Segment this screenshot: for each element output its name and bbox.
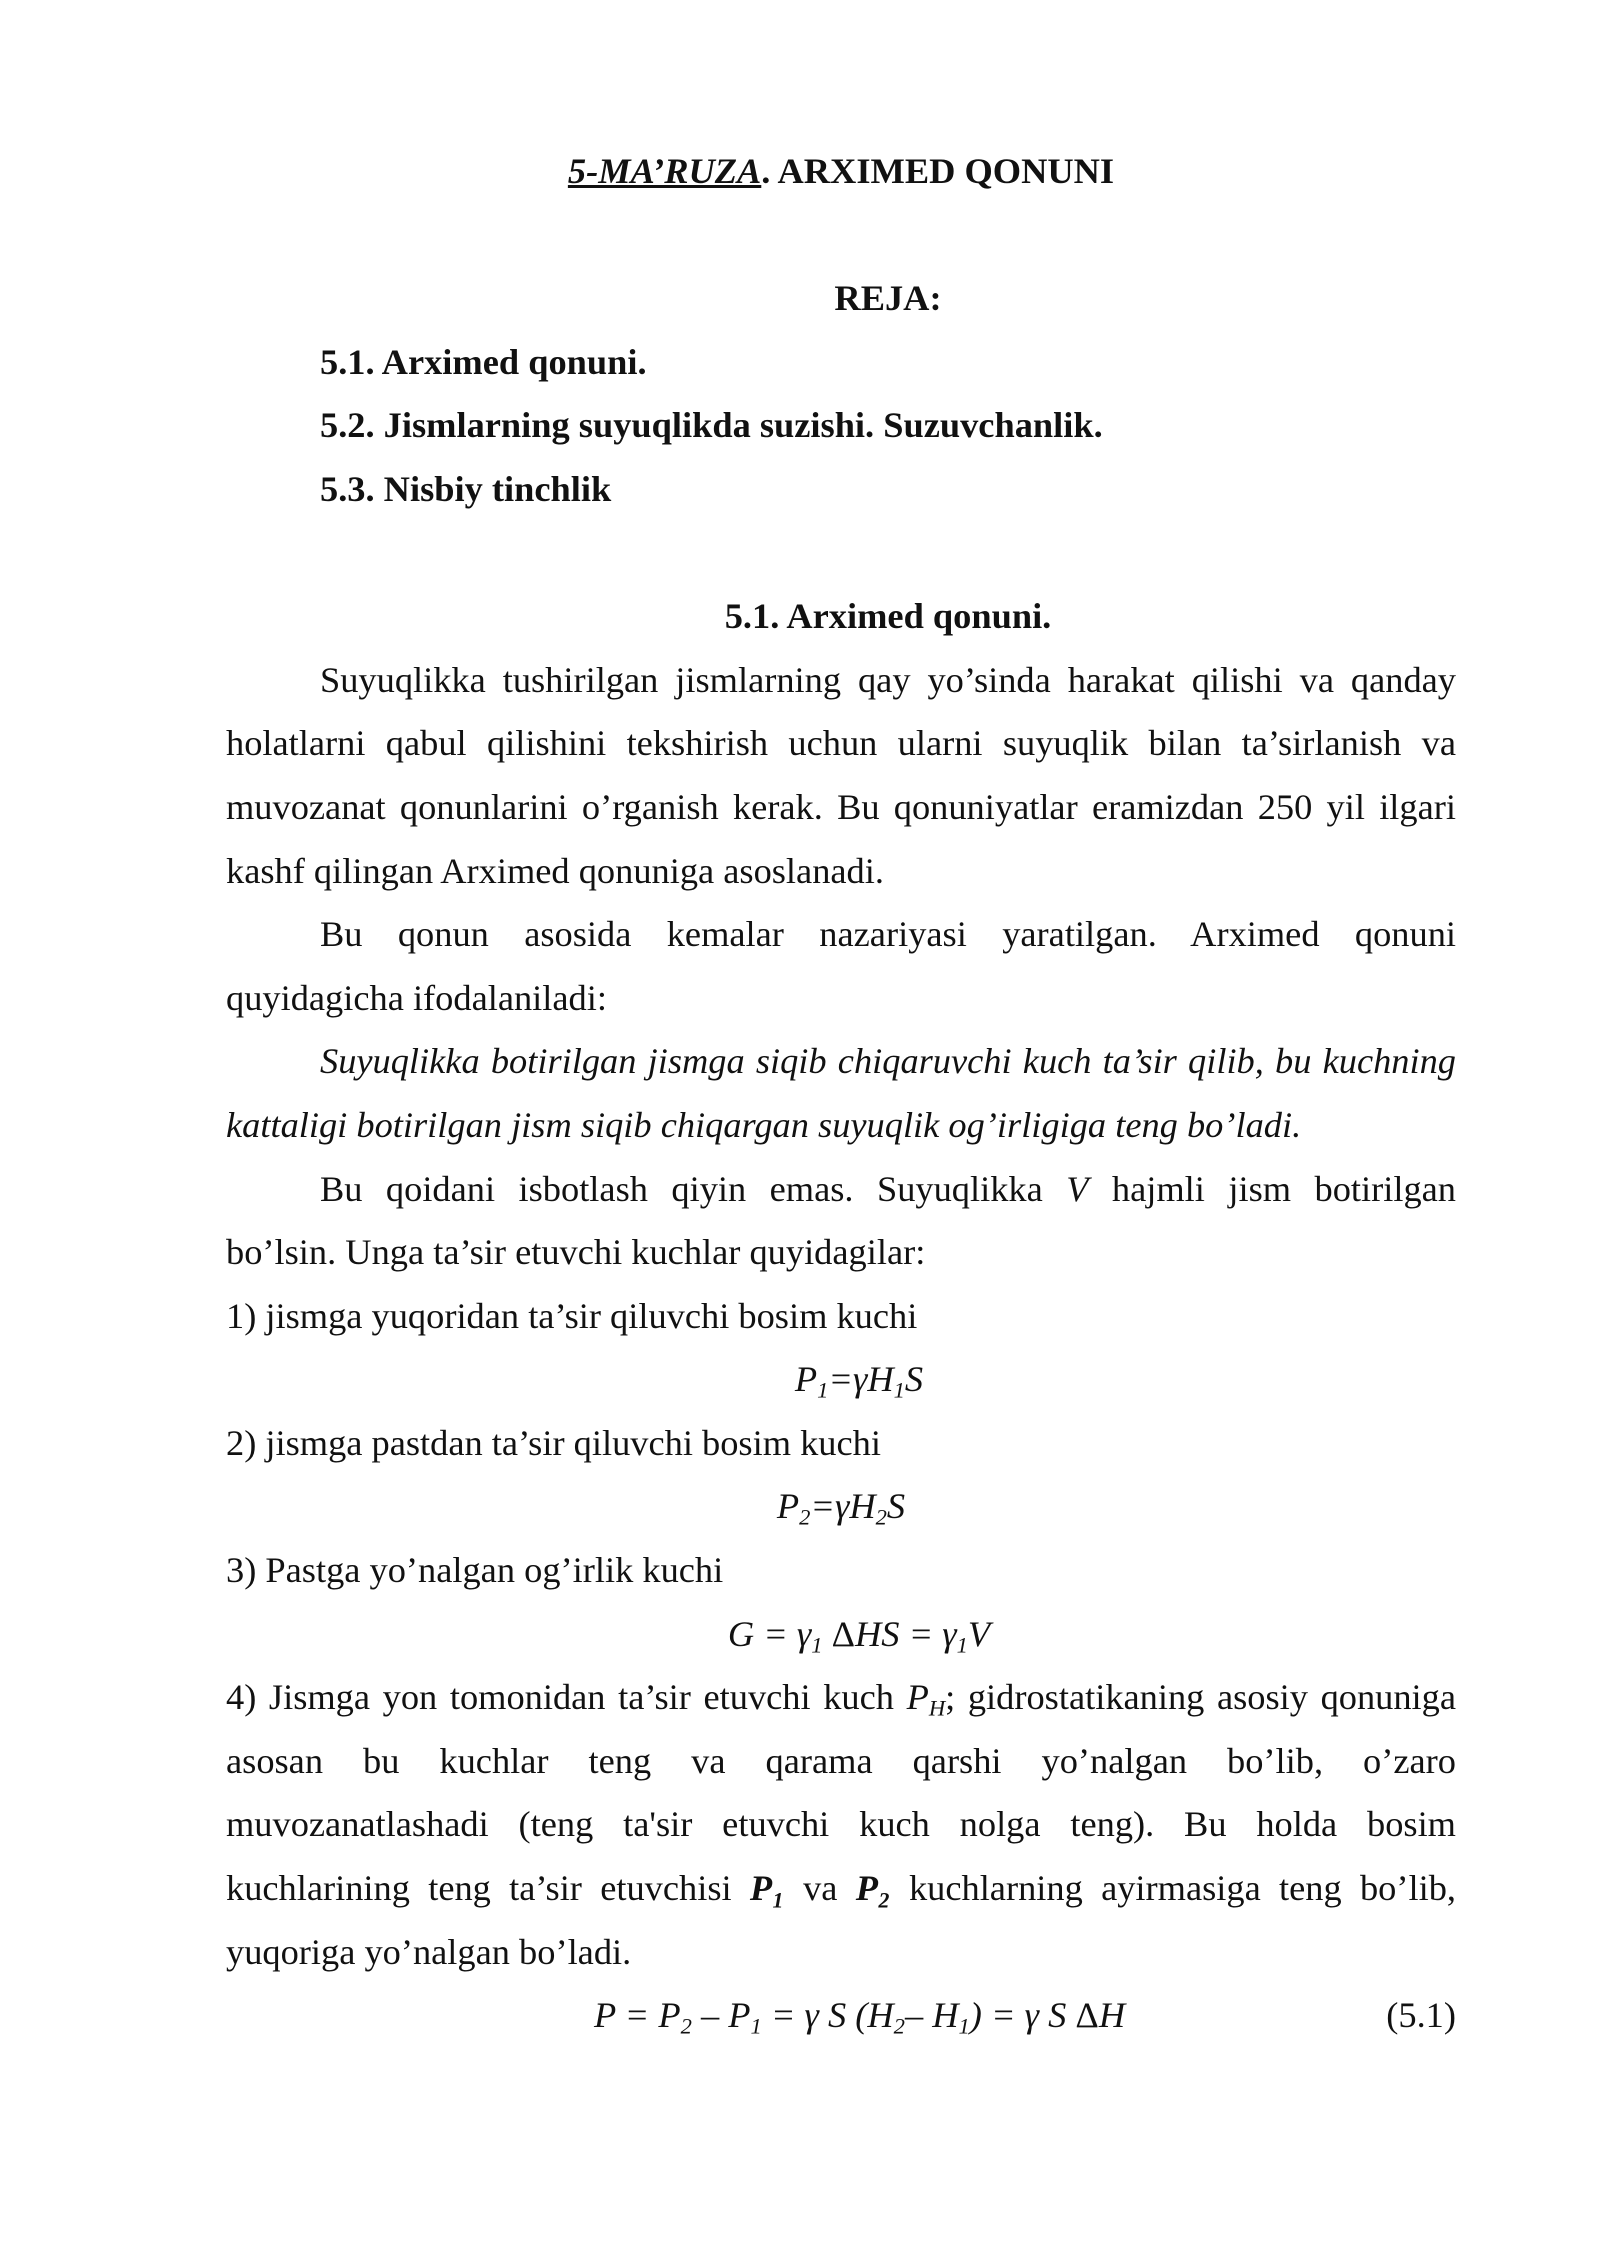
formula-subscript: 2 xyxy=(680,2013,692,2039)
paragraph-line: quyidagicha ifodalaniladi: xyxy=(226,977,607,1018)
formula-part: P = P xyxy=(594,1995,681,2036)
section-heading: 5.1. Arximed qonuni. xyxy=(724,596,1052,637)
formula-part: = xyxy=(761,1995,805,2036)
paragraph xyxy=(226,1158,1456,1285)
paragraph-line: Suyuqlikka botirilgan jismga siqib chiqaruvchi kuch ta’sir qilib, bu kuchning xyxy=(320,1041,1456,1082)
lecture-topic: . ARXIMED QONUNI xyxy=(761,151,1115,191)
text-segment: 4) Jismga yon tomonidan ta’sir etuvchi kuch xyxy=(226,1677,907,1718)
gamma-symbol: γ xyxy=(1024,1995,1040,2036)
paragraph-line: Suyuqlikka tushirilgan jismlarning qay yo’sinda harakat qilishi va qanday xyxy=(320,659,1456,700)
formula-part: S xyxy=(1039,1995,1076,2036)
paragraph xyxy=(226,649,1456,903)
spacer xyxy=(226,522,1456,586)
text-segment: hajmli jism botirilgan xyxy=(1088,1168,1456,1209)
formula-part: V xyxy=(967,1613,991,1654)
equation-number: (5.1) xyxy=(1386,1995,1456,2036)
formula-subscript: 1 xyxy=(750,2013,762,2039)
force-variable: P₁ xyxy=(749,1868,785,1909)
paragraph-line: kattaligi botirilgan jism siqib chiqargan suyuqlik og’irligiga teng bo’ladi. xyxy=(226,1104,1302,1145)
text-segment: ; gidrostatikaning asosiy qonuniga xyxy=(945,1677,1456,1718)
plan-item: 5.2. Jismlarning suyuqlikda suzishi. Suzuvchanlik. xyxy=(320,405,1103,446)
formula-subscript: 2 xyxy=(799,1504,811,1530)
volume-variable: V xyxy=(1066,1168,1089,1209)
paragraph-line: holatlarni qabul qilishini tekshirish uchun ularni suyuqlik bilan ta’sirlanish va xyxy=(226,723,1456,764)
paragraph-line xyxy=(226,1857,1456,1921)
delta-symbol: Δ xyxy=(1075,1995,1099,2036)
force-label: 2) jismga pastdan ta’sir qiluvchi bosim kuchi xyxy=(226,1422,881,1463)
paragraph-line: muvozanatlashadi (teng ta'sir etuvchi kuch nolga teng). Bu holda bosim xyxy=(226,1804,1456,1845)
formula-subscript: 2 xyxy=(893,2013,905,2039)
paragraph-line: bo’lsin. Unga ta’sir etuvchi kuchlar quyidagilar: xyxy=(226,1232,926,1273)
formula-part: – P xyxy=(691,1995,751,2036)
formula-subscript: 2 xyxy=(875,1504,887,1530)
paragraph-line: muvozanat qonunlarini o’rganish kerak. Bu qonuniyatlar eramizdan 250 yil ilgari xyxy=(226,786,1456,827)
formula-subscript: 1 xyxy=(817,1377,829,1403)
paragraph-line: Bu qonun asosida kemalar nazariyasi yaratilgan. Arximed qonuni xyxy=(320,914,1456,955)
plan-item: 5.1. Arximed qonuni. xyxy=(320,341,647,382)
gamma-symbol: γ xyxy=(804,1995,819,2036)
formula-part: S xyxy=(904,1359,924,1400)
paragraph-line: yuqoriga yo’nalgan bo’ladi. xyxy=(226,1931,632,1972)
formula-p2 xyxy=(226,1475,1456,1539)
formula-subscript: 1 xyxy=(958,2013,970,2039)
text-segment: Bu qoidani isbotlash qiyin emas. Suyuqlikka xyxy=(320,1168,1067,1209)
formula-gravity xyxy=(226,1603,1456,1667)
equation-body xyxy=(594,1984,1125,2048)
paragraph-line xyxy=(226,1158,1456,1222)
formula-part: P xyxy=(794,1359,818,1400)
formula-p1 xyxy=(226,1348,1456,1412)
formula-subscript: 1 xyxy=(893,1377,905,1403)
formula-part: H xyxy=(1098,1995,1126,2036)
force-variable: P₂ xyxy=(855,1868,891,1909)
law-statement xyxy=(226,1030,1456,1157)
formula-part: HS = γ xyxy=(855,1613,957,1654)
formula-subscript: 1 xyxy=(956,1631,968,1657)
text-segment: kuchlarning ayirmasiga teng bo’lib, xyxy=(890,1868,1456,1909)
force-variable: P xyxy=(906,1677,929,1718)
paragraph-line: kashf qilingan Arximed qonuniga asoslanadi. xyxy=(226,850,884,891)
spacer xyxy=(226,204,1456,268)
formula-part: S xyxy=(886,1486,906,1527)
formula-part: S (H xyxy=(818,1995,894,2036)
plan-heading: REJA: xyxy=(834,278,942,319)
paragraph xyxy=(226,903,1456,1030)
plan-item: 5.3. Nisbiy tinchlik xyxy=(320,468,612,509)
text-segment: kuchlarining teng ta’sir etuvchisi xyxy=(226,1868,750,1909)
formula-part: – H xyxy=(904,1995,959,2036)
formula-part: P xyxy=(776,1486,800,1527)
page-content xyxy=(226,140,1456,2048)
delta-symbol: Δ xyxy=(831,1613,856,1654)
paragraph xyxy=(226,1666,1456,1984)
paragraph-line: asosan bu kuchlar teng va qarama qarshi yo’nalgan bo’lib, o’zaro xyxy=(226,1740,1456,1781)
text-segment: va xyxy=(784,1868,856,1909)
formula-part: ) = xyxy=(969,1995,1025,2036)
lecture-title xyxy=(226,140,1456,204)
formula-subscript: 1 xyxy=(811,1631,823,1657)
lecture-number: 5-MA’RUZA xyxy=(567,151,762,191)
equation-5-1 xyxy=(226,1984,1456,2048)
paragraph-line xyxy=(226,1666,1456,1730)
force-label: 1) jismga yuqoridan ta’sir qiluvchi bosim kuchi xyxy=(226,1295,918,1336)
force-label: 3) Pastga yo’nalgan og’irlik kuchi xyxy=(226,1550,724,1591)
formula-part: =γH xyxy=(810,1486,876,1527)
formula-part: G = γ xyxy=(727,1613,812,1654)
formula-subscript: H xyxy=(928,1695,946,1721)
formula-part: =γH xyxy=(828,1359,894,1400)
formula-part xyxy=(823,1614,832,1654)
